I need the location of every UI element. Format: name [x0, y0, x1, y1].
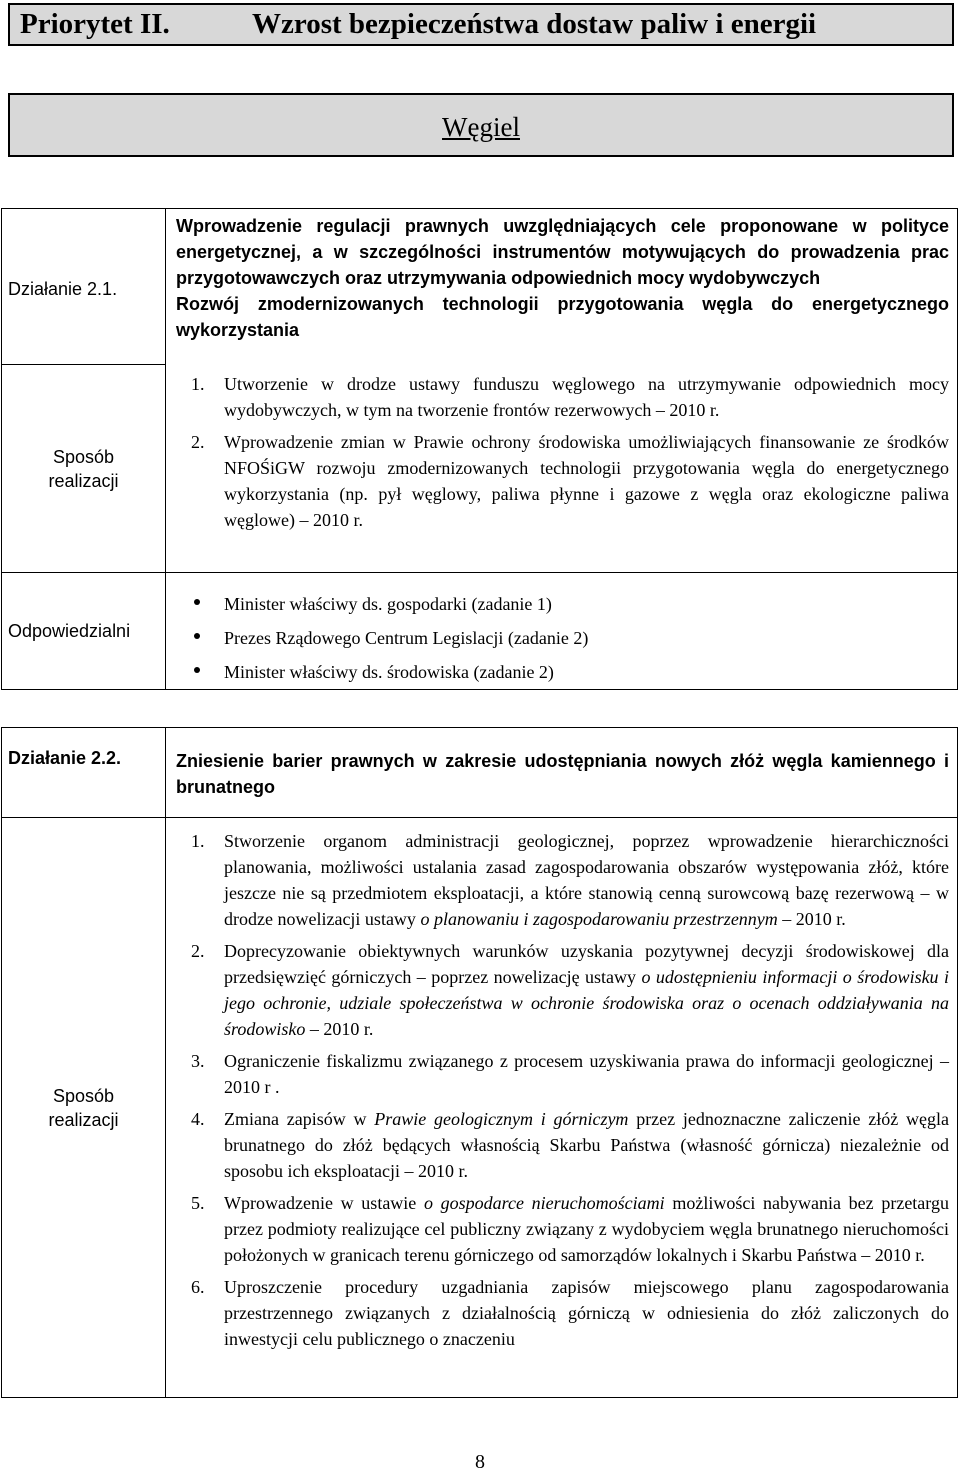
action-2-1-title-line-1: Wprowadzenie regulacji prawnych uwzględniających cele proponowane w polityce energetycznej, a w szczególności instrumentów motywujących do prowadzenia prac przygotowawczych oraz utrzymywania odpowiednich mocy wydobywczych — [176, 216, 949, 288]
bullet-icon — [194, 633, 200, 639]
section-header — [8, 93, 954, 157]
action-2-2-label: Działanie 2.2. — [8, 748, 122, 768]
action-2-2-title-row — [2, 728, 958, 818]
action-2-1-label: Działanie 2.1. — [8, 279, 118, 299]
action-2-1-method-row — [2, 365, 958, 573]
page-number: 8 — [475, 1451, 485, 1473]
action-2-2-method-cell — [166, 818, 958, 1398]
action-2-1-title-line-2: Rozwój zmodernizowanych technologii przygotowania węgla do energetycznego wykorzystania — [176, 294, 949, 340]
bullet-icon — [194, 667, 200, 673]
method-item: 1. Stworzenie organom administracji geologicznej, poprzez wprowadzenie hierarchiczności planowania, możliwości ustalania zasad zagospodarowania obszarów występowania złóż, które jeszcze nie są przedmiotem eksploatacji, a które stanowią cenną surowcową bazę rezerwową – w drodze nowelizacji ustawy o planowaniu i zagospodarowaniu przestrzennym – 2010 r. — [191, 831, 949, 929]
action-2-2-table — [1, 727, 958, 1398]
action-2-2-method-label-cell — [2, 818, 166, 1398]
responsible-item: Prezes Rządowego Centrum Legislacji (zadanie 2) — [176, 621, 949, 655]
action-2-2-method-label: Sposób realizacji — [48, 1085, 119, 1130]
action-2-1-responsible-row — [2, 573, 958, 690]
action-2-1-method-label-cell — [2, 365, 166, 573]
method-item: 6. Uproszczenie procedury uzgadniania zapisów miejscowego planu zagospodarowania przestrzennego związanych z działalnością górniczą w odniesienia do złóż zaliczonych do inwestycji celu publicznego o znaczeniu — [191, 1277, 949, 1349]
method-item: 3. Ograniczenie fiskalizmu związanego z procesem uzyskiwania prawa do informacji geologicznej – 2010 r . — [191, 1051, 949, 1097]
priority-header — [8, 3, 954, 46]
action-2-1-title-row — [2, 209, 958, 365]
action-2-2-label-cell — [2, 728, 166, 818]
responsible-item: Minister właściwy ds. środowiska (zadanie 2) — [176, 655, 949, 689]
action-2-1-label-cell — [2, 209, 166, 365]
action-2-2-method-row — [2, 818, 958, 1398]
method-item: 5. Wprowadzenie w ustawie o gospodarce nieruchomościami możliwości nabywania bez przetargu przez podmioty realizujące cel publiczny związany z wydobyciem węgla brunatnego nieruchomości położonych w granicach terenu górniczego od samorządów lokalnych i Skarbu Państwa – 2010 r. — [191, 1193, 949, 1265]
action-2-1-method-list — [176, 371, 949, 533]
action-2-2-title-cell — [166, 728, 958, 818]
action-2-1-responsible-label: Odpowiedzialni — [8, 621, 131, 641]
action-2-1-method-cell — [166, 365, 958, 573]
bullet-icon — [194, 599, 200, 605]
priority-label: Priorytet II. — [20, 8, 170, 40]
method-item: 2. Doprecyzowanie obiektywnych warunków uzyskania pozytywnej decyzji środowiskowej dla przedsięwzięć górniczych – poprzez nowelizację ustawy o udostępnieniu informacji o środowisku i jego ochronie, udziale społeczeństwa w ochronie środowiska oraz o ocenach oddziaływania na środowisko – 2010 r. — [191, 941, 950, 1039]
priority-title: Wzrost bezpieczeństwa dostaw paliw i energii — [252, 8, 817, 40]
section-title: Węgiel — [442, 112, 520, 142]
action-2-1-responsible-label-cell — [2, 573, 166, 690]
action-2-2-title: Zniesienie barier prawnych w zakresie udostępniania nowych złóż węgla kamiennego i brunatnego — [176, 751, 949, 797]
method-item: 4. Zmiana zapisów w Prawie geologicznym i górniczym przez jednoznaczne zaliczenie złóż węgla brunatnego do złóż będących własnością Skarbu Państwa (własność górnicza) niezależnie od sposobu ich eksploatacji – 2010 r. — [191, 1109, 949, 1181]
responsible-list — [176, 587, 949, 689]
method-item: 2. Wprowadzenie zmian w Prawie ochrony środowiska umożliwiających finansowanie ze środków NFOŚiGW rozwoju zmodernizowanych technologii przygotowania węgla do energetycznego wykorzystania (np. pył węglowy, paliwa płynne i gazowe z węgla oraz ekologiczne paliwa węglowe) – 2010 r. — [191, 431, 949, 530]
action-2-1-responsible-cell — [166, 573, 958, 690]
action-2-1-method-label: Sposób realizacji — [48, 446, 119, 491]
responsible-item: Minister właściwy ds. gospodarki (zadanie 1) — [176, 587, 949, 621]
action-2-1-title-cell — [166, 209, 958, 365]
action-2-2-method-list — [176, 828, 949, 1352]
action-2-1-table — [1, 208, 958, 690]
method-item: 1. Utworzenie w drodze ustawy funduszu węglowego na utrzymywanie odpowiednich mocy wydobywczych, w tym na tworzenie frontów rezerwowych – 2010 r. — [191, 373, 949, 420]
